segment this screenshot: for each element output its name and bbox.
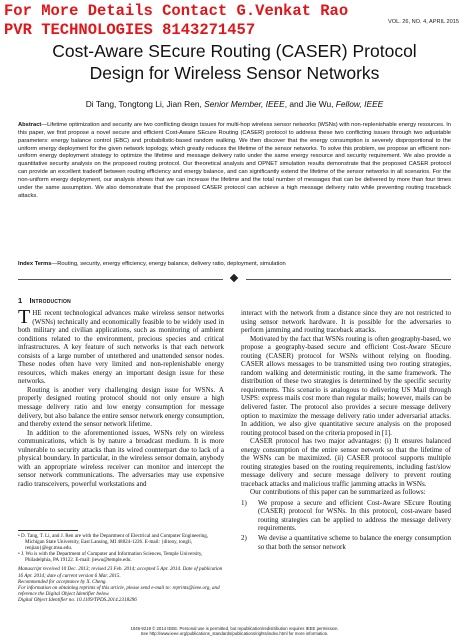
doi-text: Digital Object Identifier no. 10.1109/TPDS.2014.2318296 bbox=[18, 596, 137, 603]
author-names-2: , and Jie Wu, bbox=[284, 99, 336, 109]
section-number: 1 bbox=[18, 296, 23, 305]
list-item-text: We devise a quantitative scheme to balance the energy consumption so that both the sensor network bbox=[258, 534, 451, 551]
section-title: Introduction bbox=[29, 296, 71, 305]
contribution-list bbox=[241, 499, 451, 552]
divider-line-right bbox=[246, 279, 451, 280]
list-item-number: 1) bbox=[241, 498, 247, 507]
section-heading bbox=[18, 296, 71, 305]
index-terms-label: Index Terms bbox=[18, 261, 52, 267]
abstract bbox=[18, 122, 451, 200]
drop-cap: T bbox=[18, 306, 31, 328]
promo-phone-line: PVR TECHNOLOGIES 8143271457 bbox=[4, 21, 256, 39]
divider-line-left bbox=[18, 279, 223, 280]
right-paragraph-2: Motivated by the fact that WSNs routing is often geography-based, we propose a geography-based secure and efficient Cost-Aware SEcure routing (CASER) protocol for WSNs without relying on flooding. CASER allows messages to be transmitted using two routing strategies, random walking and deterministic routing, in the same framework. The distribution of these two strategies is determined by the specific security requirements. This scenario is analogous to delivering US Mail through USPS: express mails cost more than regular mails; however, mails can be delivered faster. The protocol also provides a secure message delivery option to maximize the message delivery ratio under adversarial attacks. In addition, we also give quantitative secure analysis on the proposed routing protocol based on the criteria proposed in [1]. bbox=[241, 334, 451, 437]
manuscript-dates-text: Manuscript received 10 Dec. 2013; revised 23 Feb. 2014; accepted 5 Apr. 2014. Date of publication 16 Apr. 2014; date of current version 6 Mar. 2015. bbox=[18, 566, 223, 579]
intro-paragraph-2: Routing is another very challenging design issue for WSNs. A properly designed routing protocol should not only ensure a high message delivery ratio and low energy consumption for message delivery, but also balance the entire sensor network energy consumption, and thereby extend the sensor network lifetime. bbox=[18, 385, 224, 429]
list-item bbox=[241, 534, 451, 551]
footnote-affiliation-2: • J. Wu is with the Department of Computer and Information Sciences, Temple University, Philadelphia, PA 19122. E-mail: jiewu@temple.edu. bbox=[18, 551, 203, 564]
intro-paragraph-3: In addition to the aforementioned issues, WSNs rely on wireless communications, which is by nature a broadcast medium. It is more vulnerable to security attacks than its wired counterpart due to lack of a physical boundary. In particular, in the wireless sensor domain, anybody with an appropriate wireless receiver can monitor and intercept the sensor network communications. The adversaries may use expensive radio transceivers, powerful workstations and bbox=[18, 428, 224, 488]
index-terms-text: —Routing, security, energy efficiency, energy balance, delivery ratio, deployment, simulation bbox=[51, 261, 286, 267]
list-item-text: We propose a secure and efficient Cost-Aware SEcure Routing (CASER) protocol for WSNs. In this protocol, cost-aware based routing strategies can be applied to address the message delivery requirements. bbox=[258, 498, 451, 533]
author-role-fellow: Fellow, IEEE bbox=[335, 99, 384, 109]
recommended-by-text: Recommended for acceptance by X. Cheng. bbox=[18, 578, 107, 585]
reprints-info-text: For information on obtaining reprints of this article, please send e-mail to: reprints@ieee.org, and reference the Digital Object Identifier below. bbox=[18, 584, 220, 597]
right-paragraph-3: CASER protocol has two major advantages: (i) It ensures balanced energy consumption of the entire sensor network so that the lifetime of the WSNs can be maximized. (ii) CASER protocol supports multiple routing strategies based on the routing requirements, including fast/slow message delivery and secure message delivery to prevent routing traceback attacks and malicious traffic jamming attacks in WSNs. bbox=[241, 437, 451, 488]
right-column bbox=[241, 309, 451, 551]
section-divider bbox=[18, 275, 451, 283]
right-paragraph-1: interact with the network from a distance since they are not restricted to using sensor network hardware. It is possible for the adversaries to perform jamming and routing traceback attacks. bbox=[241, 309, 451, 335]
reprints-info bbox=[18, 585, 224, 597]
abstract-text: —Lifetime optimization and security are two conflicting design issues for multi-hop wireless sensor networks (WSNs) with non-replenishable energy resources. In this paper, we first propose a novel secure and efficient Cost-Aware SEcure Routing (CASER) protocol to address these two conflicting issues through two adjustable parameters: energy balance control (EBC) and probabilistic-based random walking. We then discover that the energy consumption is severely disproportional to the uniform energy deployment for the given network topology, which greatly reduces the lifetime of the sensor networks. To solve this problem, we propose an efficient non-uniform energy deployment strategy to optimize the lifetime and message delivery ratio under the same energy resource and security requirement. We also provide a quantitative security analysis on the proposed routing protocol. Our theoretical analysis and OPNET simulation results demonstrate that the proposed CASER protocol can provide an excellent tradeoff between routing efficiency and energy balance, and can significantly extend the lifetime of the sensor networks in all scenarios. For the non-uniform energy deployment, our analysis shows that we can increase the lifetime and the total number of messages that can be delivered by more than four times under the same assumption. We also demonstrate that the proposed CASER protocol can achieve a high message delivery ratio while preventing routing traceback attacks. bbox=[18, 122, 451, 199]
doi bbox=[18, 597, 224, 603]
left-column bbox=[18, 306, 224, 488]
manuscript-dates bbox=[18, 566, 224, 578]
journal-volume-info: VOL. 26, NO. 4, APRIL 2015 bbox=[388, 19, 459, 25]
diamond-icon bbox=[230, 274, 238, 282]
intro-paragraph-1 bbox=[18, 306, 224, 386]
copyright-line-2: See http://www.ieee.org/publications_standards/publications/rights/index.html for more information. bbox=[140, 631, 329, 637]
copyright-line-1: 1045-9219 © 2014 IEEE. Personal use is permitted, but republication/redistribution requires IEEE permission. bbox=[130, 626, 339, 631]
footnote-rule bbox=[18, 530, 78, 531]
index-terms bbox=[18, 261, 451, 269]
paper-title-line-2: Design for Wireless Sensor Networks bbox=[89, 63, 380, 83]
author-list bbox=[14, 99, 455, 109]
promo-contact-line: For More Details Contact G.Venkat Rao bbox=[4, 2, 349, 20]
paper-title bbox=[14, 40, 455, 84]
abstract-label: Abstract bbox=[18, 122, 42, 128]
footnote-affiliation-1: • D. Tang, T. Li, and J. Ren are with the Department of Electrical and Computer Engineering, Michigan State University, East Lansing, MI 48824-1226. E-mail: {ditony, tongli, renjian}@egr.msu.edu. bbox=[18, 533, 209, 552]
author-names: Di Tang, Tongtong Li, Jian Ren, bbox=[85, 99, 205, 109]
paper-title-line-1: Cost-Aware SEcure Routing (CASER) Protocol bbox=[52, 41, 417, 61]
list-item-number: 2) bbox=[241, 534, 247, 543]
copyright-notice bbox=[0, 626, 469, 637]
right-paragraph-4: Our contributions of this paper can be summarized as follows: bbox=[250, 488, 426, 497]
list-item bbox=[241, 499, 451, 533]
footnotes bbox=[18, 533, 224, 603]
intro-paragraph-1-text: HE recent technological advances make wireless sensor networks (WSNs) technically and economically feasible to be widely used in both military and civilian applications, such as monitoring of ambient conditions related to the environment, precious species and critical infrastructures. A key feature of such networks is that each network consists of a large number of untethered and unattended sensor nodes. These nodes often have very limited and non-replenishable energy resources, which makes energy an important design issue for these networks. bbox=[18, 309, 224, 386]
author-role-senior: Senior Member, IEEE bbox=[204, 99, 285, 109]
